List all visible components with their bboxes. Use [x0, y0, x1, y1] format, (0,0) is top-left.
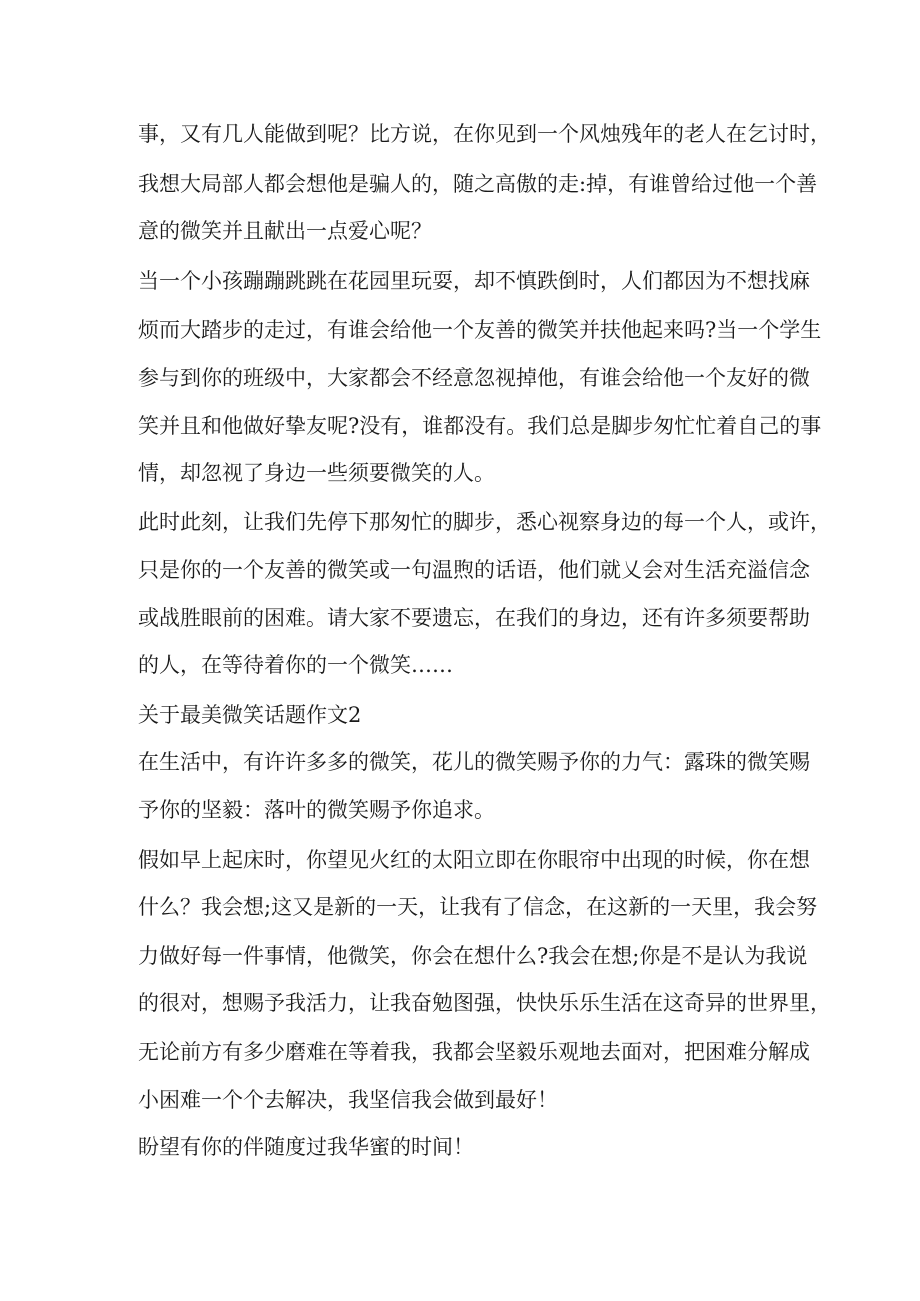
text-line: 小困难一个个去解决，我坚信我会做到最好！ [138, 1088, 558, 1112]
text-line: 烦而大踏步的走过，有谁会给他一个友善的微笑并扶他起来吗?当一个学生 [138, 318, 822, 342]
text-line: 无论前方有多少磨难在等着我，我都会坚毅乐观地去面对，把困难分解成 [138, 1040, 810, 1064]
text-line: 只是你的一个友善的微笑或一句温煦的话语，他们就乂会对生活充溢信念 [138, 558, 810, 582]
text-line: 的很对，想赐予我活力，让我奋勉图强，快快乐乐生活在这奇异的世界里， [138, 991, 831, 1015]
text-line: 予你的坚毅：落叶的微笑赐予你追求。 [138, 798, 495, 822]
text-line: 笑并且和他做好挚友呢?没有，谁都没有。我们总是脚步匆忙忙着自己的事 [138, 414, 822, 438]
text-line: 假如早上起床时，你望见火红的太阳立即在你眼帘中出现的时候，你在想 [138, 848, 810, 872]
text-line: 我想大局部人都会想他是骗人的，随之高傲的走:掉，有谁曾给过他一个善 [138, 172, 818, 196]
text-line: 什么？我会想;这又是新的一天，让我有了信念，在这新的一天里，我会努 [138, 895, 818, 919]
text-line: 力做好每一件事情，他微笑，你会在想什么?我会在想;你是不是认为我说 [138, 944, 808, 968]
section-heading: 关于最美微笑话题作文2 [138, 703, 362, 727]
text-line: 盼望有你的伴随度过我华蜜的时间！ [138, 1135, 474, 1159]
text-line: 意的微笑并且献出一点爱心呢？ [138, 219, 432, 243]
text-line: 在生活中，有许许多多的微笑，花儿的微笑赐予你的力气：露珠的微笑赐 [138, 750, 810, 774]
text-line: 情，却忽视了身边一些须要微笑的人。 [138, 461, 495, 485]
text-line: 参与到你的班级中，大家都会不经意忽视掉他，有谁会给他一个友好的微 [138, 366, 810, 390]
text-line: 的人，在等待着你的一个微笑…… [138, 653, 453, 677]
text-line: 此时此刻，让我们先停下那匆忙的脚步，悉心视察身边的每一个人，或许， [138, 510, 831, 534]
text-line: 当一个小孩蹦蹦跳跳在花园里玩耍，却不慎跌倒时，人们都因为不想找麻 [138, 269, 810, 293]
text-line: 事，又有几人能做到呢？比方说，在你见到一个风烛残年的老人在乞讨时， [138, 122, 831, 146]
text-line: 或战胜眼前的困难。请大家不要遗忘，在我们的身边，还有许多须要帮助 [138, 606, 810, 630]
